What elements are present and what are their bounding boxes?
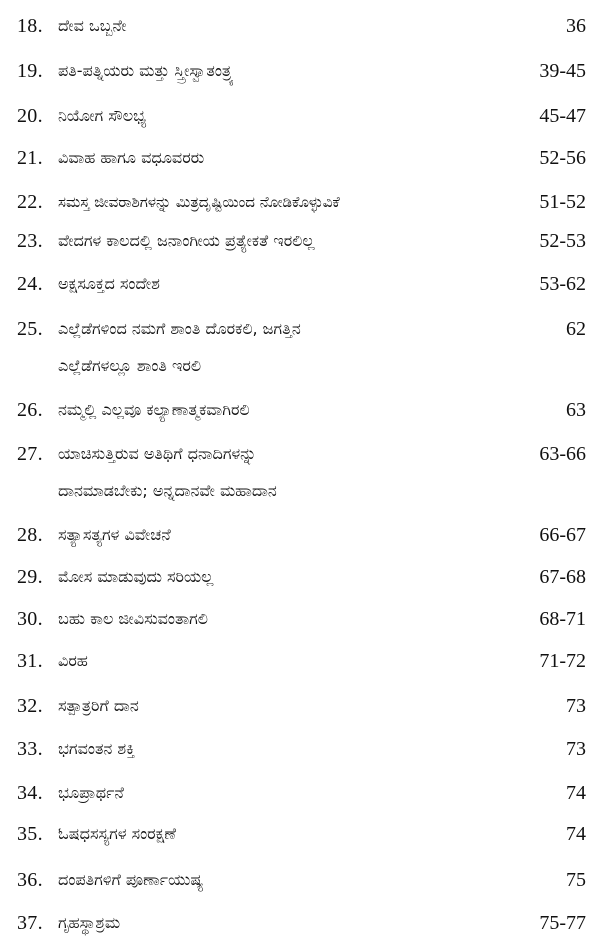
- entry-title: ಅಕ್ಷಸೂಕ್ತದ ಸಂದೇಶ: [58, 274, 160, 293]
- entry-title: ನಿಯೋಗ ಸೌಲಭ್ಯ: [58, 106, 147, 125]
- toc-entry: [0, 734, 600, 764]
- entry-title: ವಿವಾಹ ಹಾಗೂ ವಧೂವರರು: [58, 148, 205, 167]
- entry-number: 34.: [17, 782, 43, 804]
- entry-number: 28.: [17, 524, 43, 546]
- entry-title: ಪತಿ-ಪತ್ನಿಯರು ಮತ್ತು ಸ್ತ್ರೀಸ್ವಾತಂತ್ರ್ಯ: [58, 61, 234, 80]
- toc-entry: [0, 819, 600, 849]
- entry-number: 30.: [17, 608, 43, 630]
- entry-page-range: 71-72: [539, 650, 586, 672]
- entry-number: 22.: [17, 191, 43, 213]
- entry-title: ನಮ್ಮಲ್ಲಿ ಎಲ್ಲವೂ ಕಲ್ಯಾಣಾತ್ಮಕವಾಗಿರಲಿ: [58, 400, 250, 419]
- toc-entry: [0, 865, 600, 895]
- toc-entry: [0, 101, 600, 131]
- entry-number: 23.: [17, 230, 43, 252]
- entry-page-range: 52-53: [539, 230, 586, 252]
- entry-page-range: 45-47: [539, 105, 586, 127]
- toc-entry: [0, 143, 600, 173]
- entry-page-range: 62: [566, 318, 586, 340]
- entry-title: ಎಲ್ಲೆಡೆಗಳಿಂದ ನಮಗೆ ಶಾಂತಿ ದೊರಕಲಿ, ಜಗತ್ತಿನ: [58, 319, 301, 338]
- entry-page-range: 74: [566, 823, 586, 845]
- entry-title: ಸಮಸ್ತ ಜೀವರಾಶಿಗಳನ್ನು ಮಿತ್ರದೃಷ್ಟಿಯಿಂದ ನೋಡಿಕೊಳ್ಳುವಿಕೆ: [58, 193, 340, 211]
- entry-number: 29.: [17, 566, 43, 588]
- entry-page-range: 63-66: [539, 443, 586, 465]
- entry-number: 27.: [17, 443, 43, 465]
- entry-page-range: 67-68: [539, 566, 586, 588]
- toc-entry: [0, 604, 600, 634]
- entry-number: 36.: [17, 869, 43, 891]
- entry-title: ಮೋಸ ಮಾಡುವುದು ಸರಿಯಲ್ಲ: [58, 567, 214, 586]
- toc-entry: [0, 314, 600, 344]
- entry-number: 18.: [17, 15, 43, 37]
- entry-number: 32.: [17, 695, 43, 717]
- entry-page-range: 39-45: [539, 60, 586, 82]
- toc-entry: [0, 11, 600, 41]
- entry-title: ಸತ್ಯಾಸತ್ಯಗಳ ವಿವೇಚನೆ: [58, 525, 171, 544]
- toc-entry: [0, 562, 600, 592]
- entry-title: ಯಾಚಿಸುತ್ತಿರುವ ಅತಿಥಿಗೆ ಧನಾದಿಗಳನ್ನು: [58, 444, 257, 463]
- entry-page-range: 53-62: [539, 273, 586, 295]
- entry-page-range: 63: [566, 399, 586, 421]
- entry-number: 31.: [17, 650, 43, 672]
- toc-entry-continuation: [0, 351, 600, 381]
- entry-number: 24.: [17, 273, 43, 295]
- entry-page-range: 36: [566, 15, 586, 37]
- entry-page-range: 52-56: [539, 147, 586, 169]
- toc-entry: [0, 187, 600, 217]
- toc-entry: [0, 908, 600, 938]
- toc-entry-continuation: [0, 476, 600, 506]
- toc-entry: [0, 691, 600, 721]
- entry-title: ದಂಪತಿಗಳಿಗೆ ಪೂರ್ಣಾಯುಷ್ಯ: [58, 870, 204, 889]
- entry-page-range: 68-71: [539, 608, 586, 630]
- toc-entry: [0, 269, 600, 299]
- entry-number: 33.: [17, 738, 43, 760]
- entry-title-continuation: ದಾನಮಾಡಬೇಕು; ಅನ್ನದಾನವೇ ಮಹಾದಾನ: [58, 481, 277, 500]
- entry-page-range: 66-67: [539, 524, 586, 546]
- toc-entry: [0, 56, 600, 86]
- entry-title: ಬಹು ಕಾಲ ಜೀವಿಸುವಂತಾಗಲಿ: [58, 609, 208, 628]
- toc-entry: [0, 226, 600, 256]
- entry-number: 20.: [17, 105, 43, 127]
- entry-title: ವಿರಹ: [58, 651, 88, 670]
- toc-entry: [0, 439, 600, 469]
- entry-title: ಓಷಧಸಸ್ಯಗಳ ಸಂರಕ್ಷಣೆ: [58, 824, 176, 843]
- entry-title: ದೇವ ಒಬ್ಬನೇ: [58, 16, 127, 35]
- entry-title: ಗೃಹಸ್ಥಾಶ್ರಮ: [58, 913, 121, 932]
- entry-page-range: 74: [566, 782, 586, 804]
- entry-title: ಭೂಪ್ರಾರ್ಥನೆ: [58, 783, 124, 802]
- entry-title: ಸತ್ಪಾತ್ರರಿಗೆ ದಾನ: [58, 696, 139, 715]
- entry-page-range: 73: [566, 738, 586, 760]
- entry-page-range: 75-77: [539, 912, 586, 934]
- entry-title: ಭಗವಂತನ ಶಕ್ತಿ: [58, 739, 136, 758]
- entry-title-continuation: ಎಲ್ಲೆಡೆಗಳಲ್ಲೂ ಶಾಂತಿ ಇರಲಿ: [58, 356, 202, 375]
- entry-page-range: 51-52: [539, 191, 586, 213]
- toc-entry: [0, 778, 600, 808]
- toc-entry: [0, 520, 600, 550]
- entry-page-range: 73: [566, 695, 586, 717]
- toc-entry: [0, 646, 600, 676]
- entry-title: ವೇದಗಳ ಕಾಲದಲ್ಲಿ ಜನಾಂಗೀಯ ಪ್ರತ್ಯೇಕತೆ ಇರಲಿಲ್ಲ: [58, 231, 315, 250]
- entry-number: 37.: [17, 912, 43, 934]
- entry-number: 21.: [17, 147, 43, 169]
- entry-number: 26.: [17, 399, 43, 421]
- entry-page-range: 75: [566, 869, 586, 891]
- entry-number: 25.: [17, 318, 43, 340]
- entry-number: 19.: [17, 60, 43, 82]
- entry-number: 35.: [17, 823, 43, 845]
- toc-entry: [0, 395, 600, 425]
